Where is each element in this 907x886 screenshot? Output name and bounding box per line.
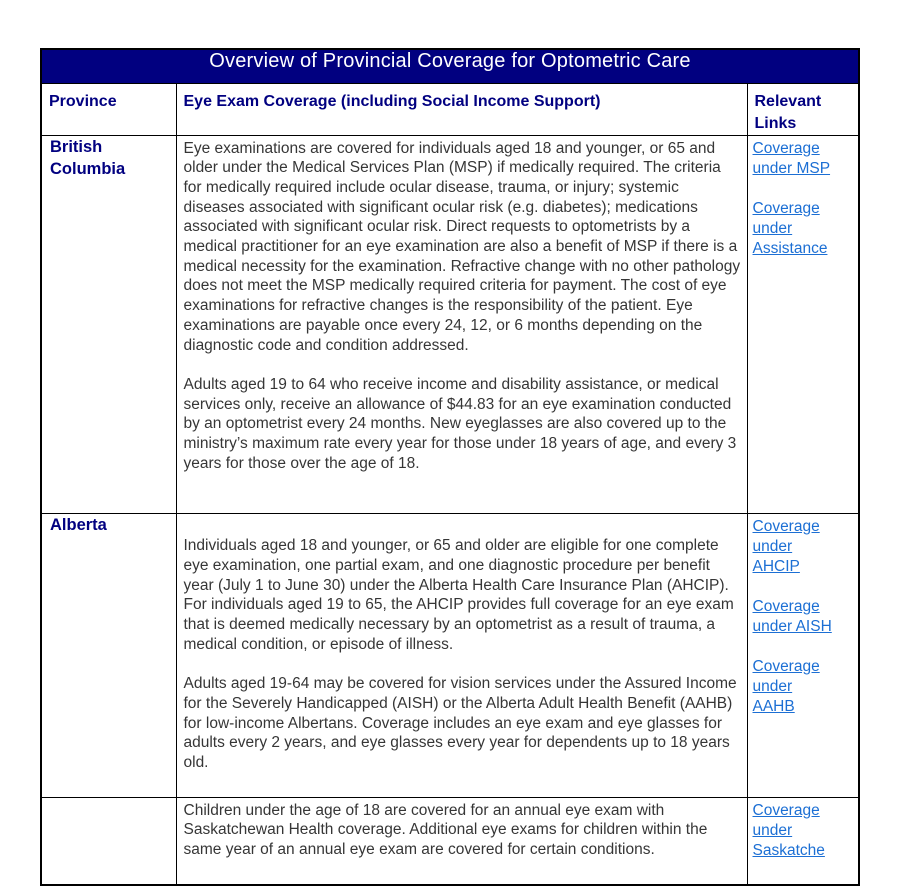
table-row [41, 797, 859, 885]
coverage-cell [176, 135, 747, 513]
coverage-paragraph: Children under the age of 18 are covered for an annual eye exam with Saskatchewan Health coverage. Additional eye exams for children within the same year of an annual eye exam are covered for certain conditions. [183, 801, 708, 858]
coverage-link[interactable]: Coverage under MSP [752, 139, 831, 177]
links-box [753, 139, 838, 259]
province-cell [41, 797, 176, 885]
table-title: Overview of Provincial Coverage for Optometric Care [41, 49, 859, 83]
document-page [40, 48, 860, 886]
province-name: Alberta [50, 515, 107, 534]
table-body [41, 135, 859, 885]
links-cell [747, 135, 859, 513]
province-cell [41, 513, 176, 797]
column-header-coverage: Eye Exam Coverage (including Social Income Support) [176, 83, 747, 135]
coverage-paragraph: Eye examinations are covered for individuals aged 18 and younger, or 65 and older under the Medical Services Plan (MSP) if medically required. The criteria for medically required include ocular disease, trauma, or injury; systemic diseases associated with significant ocular risk (e.g. diabetes); medications associated with significant ocular risk. Direct requests to optometrists by a medical practitioner for an eye examination are also a benefit of MSP if there is a medical necessity for the examination. Refractive change with no other pathology does not meet the MSP medically required criteria for payment. The cost of eye examinations for refractive changes is the responsibility of the patient. Eye examinations are payable once every 24, 12, or 6 months depending on the diagnostic code and condition addressed. [183, 139, 741, 354]
coverage-link[interactable]: Coverage under AAHB [752, 657, 820, 715]
coverage-paragraph: Adults aged 19-64 may be covered for vision services under the Assured Income for the Severely Handicapped (AISH) or the Alberta Adult Health Benefit (AAHB) for low-income Albertans. Coverage includes an eye exam and eye glasses for adults every 2 years, and eye glasses every year for dependents up to 18 years old. [183, 675, 737, 771]
coverage-paragraph: Individuals aged 18 and younger, or 65 and older are eligible for one complete eye examination, one partial exam, and one diagnostic procedure per benefit year (July 1 to June 30) under the Alberta Health Care Insurance Plan (AHCIP). For individuals aged 19 to 65, the AHCIP provides full coverage for an eye exam that is deemed medically necessary by an optometrist as a result of trauma, a medical condition, or episode of illness. [183, 537, 734, 653]
coverage-link[interactable]: Coverage under Saskatche [752, 801, 825, 859]
table-row [41, 135, 859, 513]
coverage-cell [176, 797, 747, 885]
coverage-cell [176, 513, 747, 797]
coverage-table [40, 48, 860, 886]
links-cell [747, 513, 859, 797]
links-cell [747, 797, 859, 885]
coverage-paragraph: Adults aged 19 to 64 who receive income and disability assistance, or medical services only, receive an allowance of $44.83 for an eye examination conducted by an optometrist every 24 months. New eyeglasses are also covered up to the ministry’s maximum rate every year for those under 18 years of age, and every 3 years for those over the age of 18. [183, 375, 737, 472]
coverage-link[interactable]: Coverage under Assistance [752, 199, 828, 257]
province-name: British Columbia [50, 137, 126, 178]
column-header-province: Province [41, 83, 176, 135]
header-row [41, 83, 859, 135]
province-cell [41, 135, 176, 513]
links-box [753, 801, 838, 861]
title-row [41, 49, 859, 83]
links-box [753, 517, 838, 717]
column-header-links: Relevant Links [747, 83, 859, 135]
coverage-link[interactable]: Coverage under AISH [752, 597, 832, 635]
coverage-link[interactable]: Coverage under AHCIP [752, 517, 820, 575]
table-row [41, 513, 859, 797]
